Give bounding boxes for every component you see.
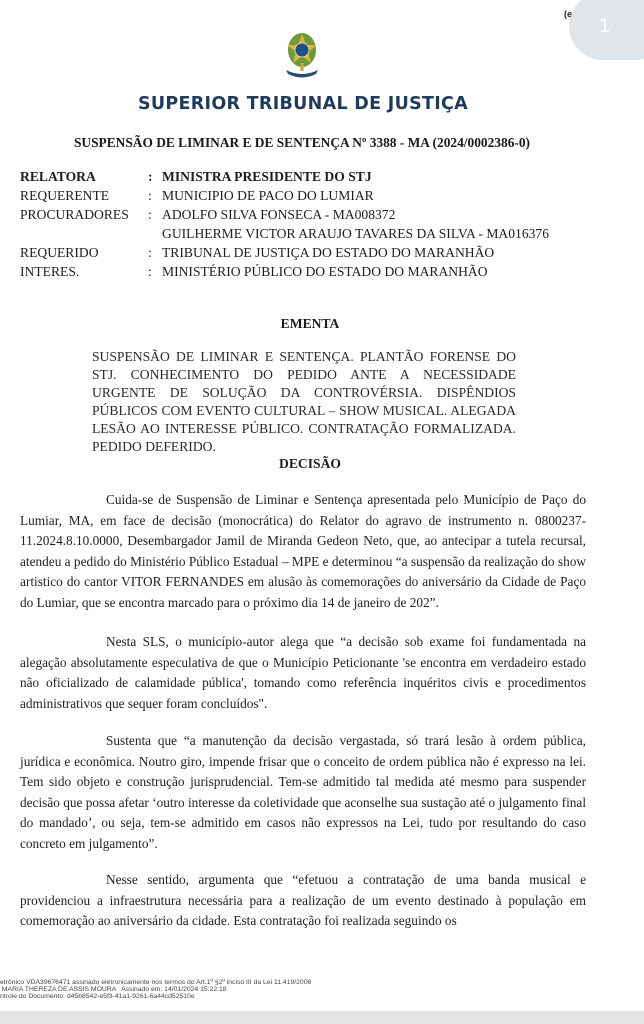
decisao-heading: DECISÃO: [279, 456, 341, 471]
party-row-requerente: REQUERENTE : MUNICIPIO DE PACO DO LUMIAR: [20, 188, 374, 203]
ementa-text: SUSPENSÃO DE LIMINAR E SENTENÇA. PLANTÃO FORENSE DO STJ. CONHECIMENTO DO PEDIDO ANTE A NECESSIDADE URGENTE DE SOLUÇÃO DA CONTROVÉRSIA. DISPÊNDIOS PÚBLICOS COM EVENTO CULTURAL – SHOW MUSICAL. ALEGADA LESÃO AO INTERESSE PÚBLICO. CONTRATAÇÃO FORMALIZADA. PEDIDO DEFERIDO.: [92, 349, 516, 455]
page-number-badge: 1: [569, 0, 644, 60]
party-label: INTERES.: [20, 264, 80, 279]
decision-paragraph: Nesta SLS, o município-autor alega que “a decisão sob exame foi fundamentada na alegação absolutamente especulativa de que o Município Peticionante 'se encontra em verdadeiro estado não oficializado de calamidade pública', tomando como referência inquéritos civis e procedimentos administrativos que sequer foram concluídos".: [20, 634, 586, 711]
signature-line: etrônico VDA39676471 assinado eletronicamente nos termos do Art.1º §2º inciso III da Lei 11.419/2006: [0, 979, 312, 986]
party-row-relatora: RELATORA : MINISTRA PRESIDENTE DO STJ: [20, 169, 372, 184]
party-value: MINISTÉRIO PÚBLICO DO ESTADO DO MARANHÃO: [162, 264, 488, 279]
organization-title: SUPERIOR TRIBUNAL DE JUSTIÇA: [137, 94, 469, 114]
party-label: RELATORA: [20, 169, 96, 184]
party-label: PROCURADORES: [20, 207, 129, 222]
electronic-signature-footer: [0, 979, 311, 1001]
party-row-procuradores-cont: [20, 224, 549, 243]
document-control-line: ntrole do Documento: d45b8542-e5f3-41a1-9261-6a44cd52510e: [0, 993, 195, 1001]
decision-paragraph: Sustenta que “a manutenção da decisão vergastada, só trará lesão à ordem pública, jurídica e econômica. Noutro giro, impende frisar que o conceito de ordem pública não é expresso na lei. Tem sido objeto e construção jurisprudencial. Tem-se admitido tal medida até mesmo para suspender decisão que possa afetar ‘outro interesse da coletividade que aconselhe sua sustação até o julgamento final do mandado’, ou seja, tem-se admitido em casos não expressos na Lei, tudo por resultando do caso concreto em julgamento”.: [20, 733, 587, 851]
signer-line: MARIA THEREZA DE ASSIS MOURA Assinado em: 14/01/2024 15:22:18: [0, 986, 227, 994]
corner-mark: (e: [564, 9, 573, 19]
party-value: TRIBUNAL DE JUSTIÇA DO ESTADO DO MARANHÃO: [162, 245, 495, 260]
case-title: SUSPENSÃO DE LIMINAR E DE SENTENÇA Nº 3388 - MA (2024/0002386-0): [73, 135, 531, 150]
decision-paragraph: Nesse sentido, argumenta que “efetuou a contratação de uma banda musical e providenciou a infraestrutura necessária para a realização de um evento destinado à população em comemoração ao aniversário da cidade. Esta contratação foi realizada seguindo os: [20, 872, 586, 929]
ementa-heading: EMENTA: [280, 316, 340, 331]
decision-paragraph: Cuida-se de Suspensão de Liminar e Sentença apresentada pelo Município de Paço do Lumiar, MA, em face de decisão (monocrática) do Relator do agravo de instrumento n. 0800237-11.2024.8.10.0000, Desembargador Jamil de Miranda Gedeon Neto, que, ao antecipar a tutela recursal, atendeu a pedido do Ministério Público Estadual – MPE e determinou “a suspensão da realização do show artistico do cantor VITOR FERNANDES em alusão às comemorações do aniversário da Cidade de Paço do Lumiar, que se encontra marcado para o próximo dia 14 de janeiro de 202”.: [20, 492, 586, 610]
party-label: REQUERIDO: [20, 245, 99, 260]
page-separator: [0, 1011, 644, 1024]
party-row-procuradores: PROCURADORES : ADOLFO SILVA FONSECA - MA008372: [20, 207, 396, 222]
parties-table: [20, 167, 549, 281]
brazil-coat-of-arms-icon: [282, 30, 322, 80]
party-value: GUILHERME VICTOR ARAUJO TAVARES DA SILVA - MA016376: [162, 226, 550, 241]
party-value: ADOLFO SILVA FONSECA - MA008372: [162, 207, 396, 222]
party-row-interessado: INTERES. : MINISTÉRIO PÚBLICO DO ESTADO DO MARANHÃO: [20, 264, 488, 279]
party-label: REQUERENTE: [20, 188, 110, 203]
party-label: [20, 224, 148, 243]
party-row-requerido: REQUERIDO : TRIBUNAL DE JUSTIÇA DO ESTADO DO MARANHÃO: [20, 245, 495, 260]
party-value: MINISTRA PRESIDENTE DO STJ: [162, 169, 372, 184]
party-value: MUNICIPIO DE PACO DO LUMIAR: [162, 188, 374, 203]
